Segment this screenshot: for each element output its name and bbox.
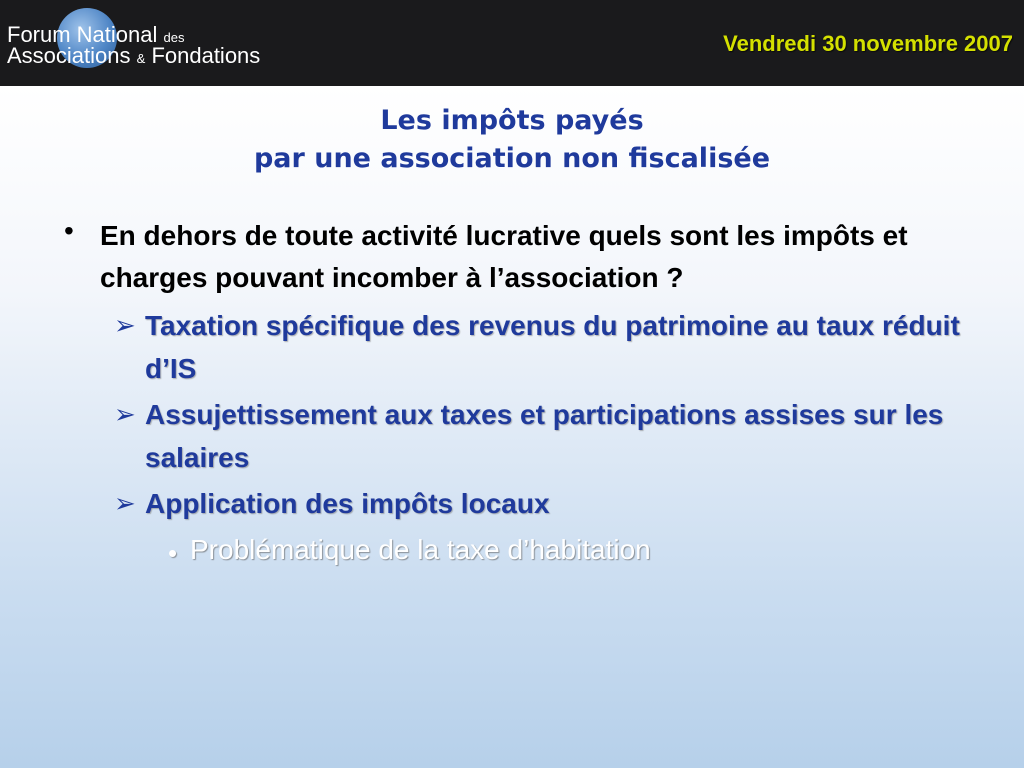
header-bar bbox=[0, 0, 1024, 86]
sub-item-3: Application des impôts locaux bbox=[145, 488, 550, 519]
slide-title-line-2: par une association non fiscalisée bbox=[253, 143, 771, 174]
logo-line1-main: Forum National bbox=[7, 22, 158, 47]
logo-line-2 bbox=[7, 44, 260, 71]
third-level-item: Problématique de la taxe d’habitation bbox=[190, 534, 651, 565]
logo-line1-small: des bbox=[163, 30, 185, 45]
third-level-bullet-icon: • bbox=[168, 538, 178, 568]
logo-line2-end: Fondations bbox=[151, 43, 261, 68]
arrow-bullet-icon: ➢ bbox=[114, 489, 136, 519]
main-bullet-text: En dehors de toute activité lucrative quels sont les impôts et charges pouvant incomber à l’association ? bbox=[100, 220, 908, 293]
sub-item-2: Assujettissement aux taxes et participations assises sur les salaires bbox=[145, 399, 944, 473]
logo-line2-main: Associations bbox=[7, 43, 131, 68]
main-bullet-icon: • bbox=[64, 215, 74, 246]
arrow-bullet-icon: ➢ bbox=[114, 400, 136, 430]
arrow-bullet-icon: ➢ bbox=[114, 311, 136, 341]
logo-line2-small: & bbox=[136, 51, 146, 66]
slide-title-line-1: Les impôts payés bbox=[380, 105, 644, 136]
slide-title bbox=[0, 102, 1024, 178]
sub-item-1: Taxation spécifique des revenus du patrimoine au taux réduit d’IS bbox=[145, 310, 960, 384]
header-date: Vendredi 30 novembre 2007 bbox=[723, 31, 1013, 56]
